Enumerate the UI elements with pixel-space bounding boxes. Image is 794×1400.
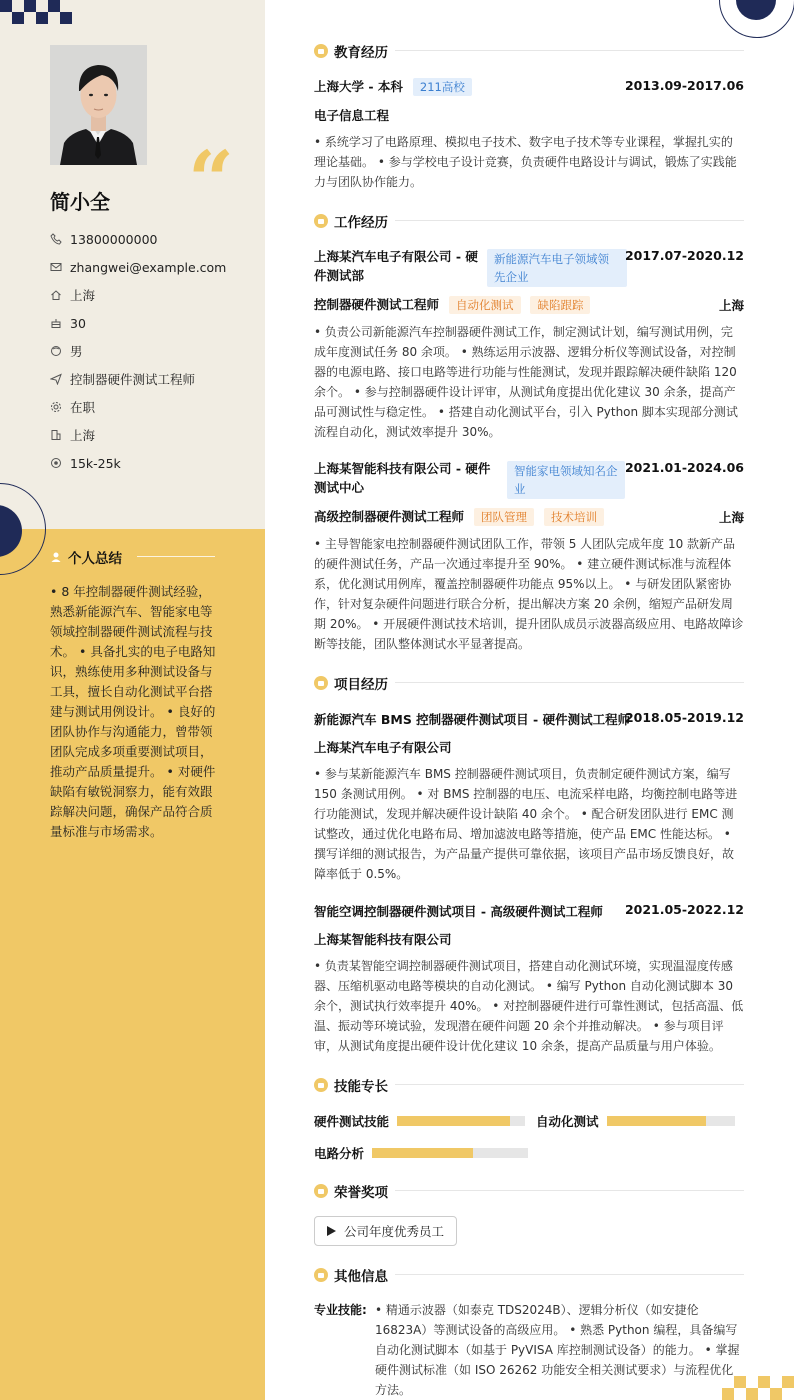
award-label: 公司年度优秀员工 (344, 1224, 445, 1239)
work-2-location: 上海 (718, 510, 744, 525)
work-1-tag: 新能源汽车电子领域领先企业 (487, 249, 627, 287)
info-gender (50, 337, 226, 365)
status-text: 在职 (70, 400, 96, 415)
award-icon (314, 1184, 328, 1198)
project-1-name: 新能源汽车 BMS 控制器硬件测试项目 - 硬件测试工程师 (314, 712, 631, 727)
work-heading: 工作经历 (314, 211, 388, 231)
education-heading: 教育经历 (314, 41, 388, 61)
skill-bar-fill (372, 1148, 473, 1158)
project-1-company: 上海某汽车电子有限公司 (314, 740, 452, 755)
skill-bar (372, 1148, 528, 1158)
other-label: 专业技能: (314, 1303, 367, 1317)
summary-divider (137, 556, 215, 557)
quote-mark-decoration: “ (188, 133, 235, 227)
skill-item (314, 1144, 528, 1162)
gender-text: 男 (70, 344, 83, 359)
sidebar (0, 0, 265, 1400)
home-icon (50, 289, 62, 301)
salary-text: 15k-25k (70, 455, 121, 471)
work-1-location: 上海 (718, 298, 744, 313)
skills-heading: 技能专长 (314, 1075, 388, 1095)
skill-name: 硬件测试技能 (314, 1114, 390, 1129)
education-date: 2013.09-2017.06 (624, 78, 744, 93)
work-1-role-row (314, 295, 744, 314)
play-icon (327, 1226, 336, 1236)
phone-icon (50, 233, 62, 245)
age-text: 30 (70, 315, 86, 331)
building-icon (50, 429, 62, 441)
education-major: 电子信息工程 (314, 108, 390, 123)
other-heading: 其他信息 (314, 1265, 388, 1285)
info-city (50, 281, 226, 309)
coin-icon (50, 457, 62, 469)
gender-icon (50, 345, 62, 357)
work-2-role: 高级控制器硬件测试工程师 (314, 509, 465, 524)
avatar (50, 45, 147, 165)
skill-name: 自动化测试 (536, 1114, 599, 1129)
project-2-desc: • 负责某智能空调控制器硬件测试项目，搭建自动化测试环境，实现温湿度传感器、压缩机驱动电路等模块的自动化测试。 • 编写 Python 自动化测试脚本 30 余个，测试执行效率提升 40%。 • 对控制器硬件进行可靠性测试，包括高温、低温、振动等环境试验，发现潜在硬件问题 20 余个并推动解决。 • 参与项目评审，从测试角度提出硬件设计优化建议 10 余条，提高产品质量与用户体验。 (314, 959, 744, 1053)
education-tag: 211高校 (413, 78, 472, 96)
position-text: 控制器硬件测试工程师 (70, 372, 196, 387)
skill-bar-fill (397, 1116, 510, 1126)
work-1-role: 控制器硬件测试工程师 (314, 297, 440, 312)
info-salary (50, 449, 226, 477)
award-item-button[interactable] (314, 1216, 457, 1246)
awards-divider (395, 1190, 744, 1191)
skill-bar (397, 1116, 525, 1126)
work-2-desc: • 主导智能家电控制器硬件测试团队工作，带领 5 人团队完成年度 10 款新产品的硬件测试任务，产品一次通过率提升至 90%。 • 建立硬件测试标准与流程体系，优化测试用例库，覆盖控制器硬件功能点 95%以上。 • 与研发团队紧密协作，针对复杂硬件问题进行联合分析，提出解决方案 20 余例，缩短产品研发周期 20%。 • 开展硬件测试技术培训，提升团队成员示波器高级应用、电路故障诊断等技能，团队整体测试水平显著提高。 (314, 537, 744, 651)
education-school: 上海大学 - 本科 (314, 79, 403, 94)
send-icon (50, 373, 62, 385)
phone-text: 13800000000 (70, 231, 158, 247)
awards-heading: 荣誉奖项 (314, 1181, 388, 1201)
education-icon (314, 44, 328, 58)
work-1-company: 上海某汽车电子有限公司 - 硬件测试部 (314, 249, 478, 283)
summary-text: • 8 年控制器硬件测试经验，熟悉新能源汽车、智能家电等领域控制器硬件测试流程与技术。 • 具备扎实的电子电路知识，熟练使用多种测试设备与工具，擅长自动化测试平台搭建与测试用例设计。 • 良好的团队协作与沟通能力，曾带领团队完成多项重要测试项目，推动产品质量提升。 • 对硬件缺陷有敏锐洞察力，能有效跟踪解决问题，确保产品符合质量标准与市场需求。 (50, 584, 216, 839)
project-1-desc: • 参与某新能源汽车 BMS 控制器硬件测试项目，负责制定硬件测试方案，编写 150 条测试用例。 • 对 BMS 控制器的电压、电流采样电路，均衡控制电路等进行功能测试，发现并解决硬件设计缺陷 40 余个。 • 配合研发团队进行 EMC 测试整改，通过优化电路布局、增加滤波电路等措施，使产品 EMC 性能达标。 • 撰写详细的测试报告，为产品量产提供可靠依据，该项目产品市场反馈良好，故障率低于 0.5%。 (314, 767, 738, 881)
skill-bar-fill (607, 1116, 707, 1126)
cake-icon (50, 317, 62, 329)
info-age (50, 309, 226, 337)
contact-info-list (50, 225, 226, 477)
work-1-skill-tag: 自动化测试 (449, 296, 521, 314)
project-2-company: 上海某智能科技有限公司 (314, 932, 452, 947)
projects-heading: 项目经历 (314, 673, 388, 693)
other-text: • 精通示波器（如泰克 TDS2024B）、逻辑分析仪（如安捷伦 16823A）等测试设备的高级应用。 • 熟悉 Python 编程，具备编写自动化测试脚本（如基于 PyVISA 库控制测试设备）的能力。 • 掌握硬件测试标准（如 ISO 26262 功能安全相关测试要求）与流程优化方法。 (375, 1303, 740, 1397)
candidate-name: 简小全 (50, 190, 110, 214)
project-2-date: 2021.05-2022.12 (624, 902, 744, 917)
skill-item (536, 1112, 735, 1130)
work-divider (395, 220, 744, 221)
project-2-name: 智能空调控制器硬件测试项目 - 高级硬件测试工程师 (314, 904, 603, 919)
info-icon (314, 1268, 328, 1282)
city-text: 上海 (70, 288, 96, 303)
skill-bar (607, 1116, 735, 1126)
other-divider (395, 1274, 744, 1275)
briefcase-icon (314, 214, 328, 228)
email-text: zhangwei@example.com (70, 259, 227, 275)
target-city-text: 上海 (70, 428, 96, 443)
info-target-city (50, 421, 226, 449)
work-1-skill-tag: 缺陷跟踪 (530, 296, 590, 314)
work-2-skill-tag: 技术培训 (544, 508, 604, 526)
project-icon (314, 676, 328, 690)
work-2-tag: 智能家电领域知名企业 (507, 461, 625, 499)
skill-item (314, 1112, 525, 1130)
work-1-desc: • 负责公司新能源汽车控制器硬件测试工作，制定测试计划，编写测试用例，完成年度测试任务 80 余项。 • 熟练运用示波器、逻辑分析仪等测试设备，对控制器的电源电路、接口电路等进行功能与性能测试，发现并跟踪解决硬件缺陷 120 余个。 • 参与控制器硬件设计评审，从测试角度提出优化建议 30 余条，提高产品可测试性与稳定性。 • 搭建自动化测试平台，引入 Python 脚本实现部分测试流程自动化，测试效率提升 30%。 (314, 325, 738, 439)
projects-divider (395, 682, 744, 683)
project-1-date: 2018.05-2019.12 (624, 710, 744, 725)
work-1-date: 2017.07-2020.12 (624, 248, 744, 263)
info-phone (50, 225, 226, 253)
skill-name: 电路分析 (314, 1146, 365, 1161)
mail-icon (50, 261, 62, 273)
skills-icon (314, 1078, 328, 1092)
summary-heading: 个人总结 (50, 547, 122, 567)
work-2-date: 2021.01-2024.06 (624, 460, 744, 475)
education-divider (395, 50, 744, 51)
info-status (50, 393, 226, 421)
checker-decoration (0, 0, 76, 24)
gear-icon (50, 401, 62, 413)
skills-divider (395, 1084, 744, 1085)
info-position (50, 365, 226, 393)
info-email (50, 253, 226, 281)
work-2-role-row (314, 507, 744, 526)
work-2-skill-tag: 团队管理 (474, 508, 534, 526)
education-desc: • 系统学习了电路原理、模拟电子技术、数字电子技术等专业课程，掌握扎实的理论基础。 • 参与学校电子设计竞赛，负责硬件电路设计与调试，锻炼了实践能力与团队协作能力。 (314, 135, 737, 189)
user-icon (50, 551, 62, 563)
work-2-company: 上海某智能科技有限公司 - 硬件测试中心 (314, 461, 491, 495)
